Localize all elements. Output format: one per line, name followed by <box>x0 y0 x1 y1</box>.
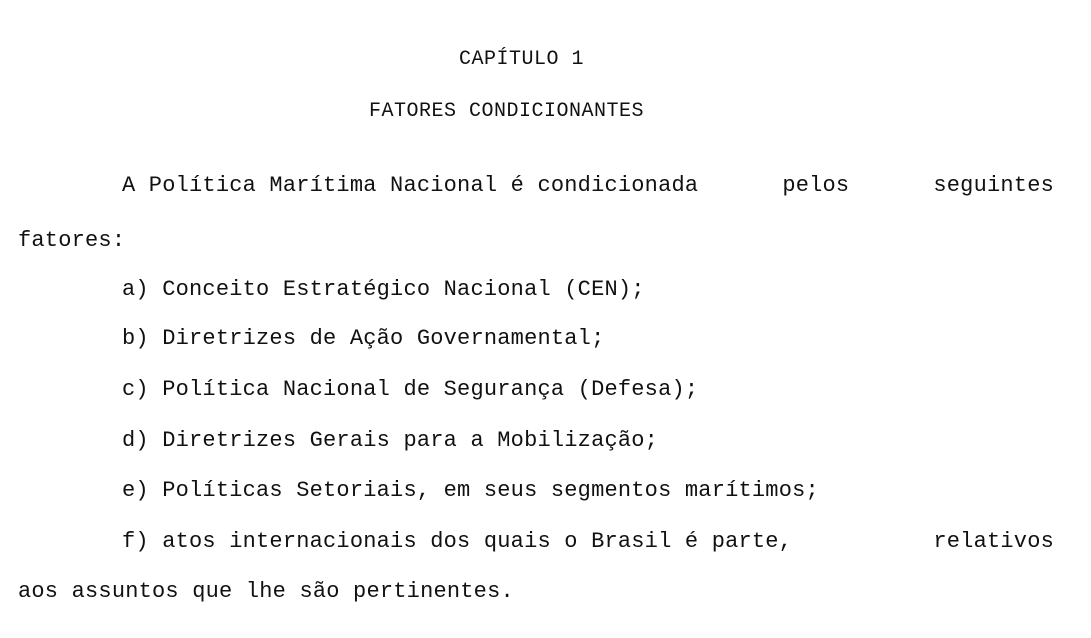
list-item-c: c) Política Nacional de Segurança (Defesa); <box>122 377 699 402</box>
list-item-a: a) Conceito Estratégico Nacional (CEN); <box>122 277 645 302</box>
intro-text-part3: seguintes <box>933 173 1054 198</box>
chapter-title: FATORES CONDICIONANTES <box>369 100 645 123</box>
list-item-f-part1: f) atos internacionais dos quais o Brasil é parte, <box>122 529 793 554</box>
chapter-label: CAPÍTULO 1 <box>459 48 585 71</box>
list-item-d: d) Diretrizes Gerais para a Mobilização; <box>122 428 659 453</box>
intro-paragraph-continuation: fatores: <box>18 228 126 253</box>
list-item-b: b) Diretrizes de Ação Governamental; <box>122 326 605 351</box>
list-item-f <box>122 529 1054 555</box>
list-item-f-continuation: aos assuntos que lhe são pertinentes. <box>18 579 514 604</box>
list-item-f-part2: relativos <box>933 529 1054 554</box>
intro-text-part2: pelos <box>782 173 850 198</box>
list-item-e: e) Políticas Setoriais, em seus segmentos marítimos; <box>122 478 819 503</box>
intro-text-part1: A Política Marítima Nacional é condicionada <box>122 173 699 198</box>
intro-paragraph-first-line <box>122 173 1054 199</box>
